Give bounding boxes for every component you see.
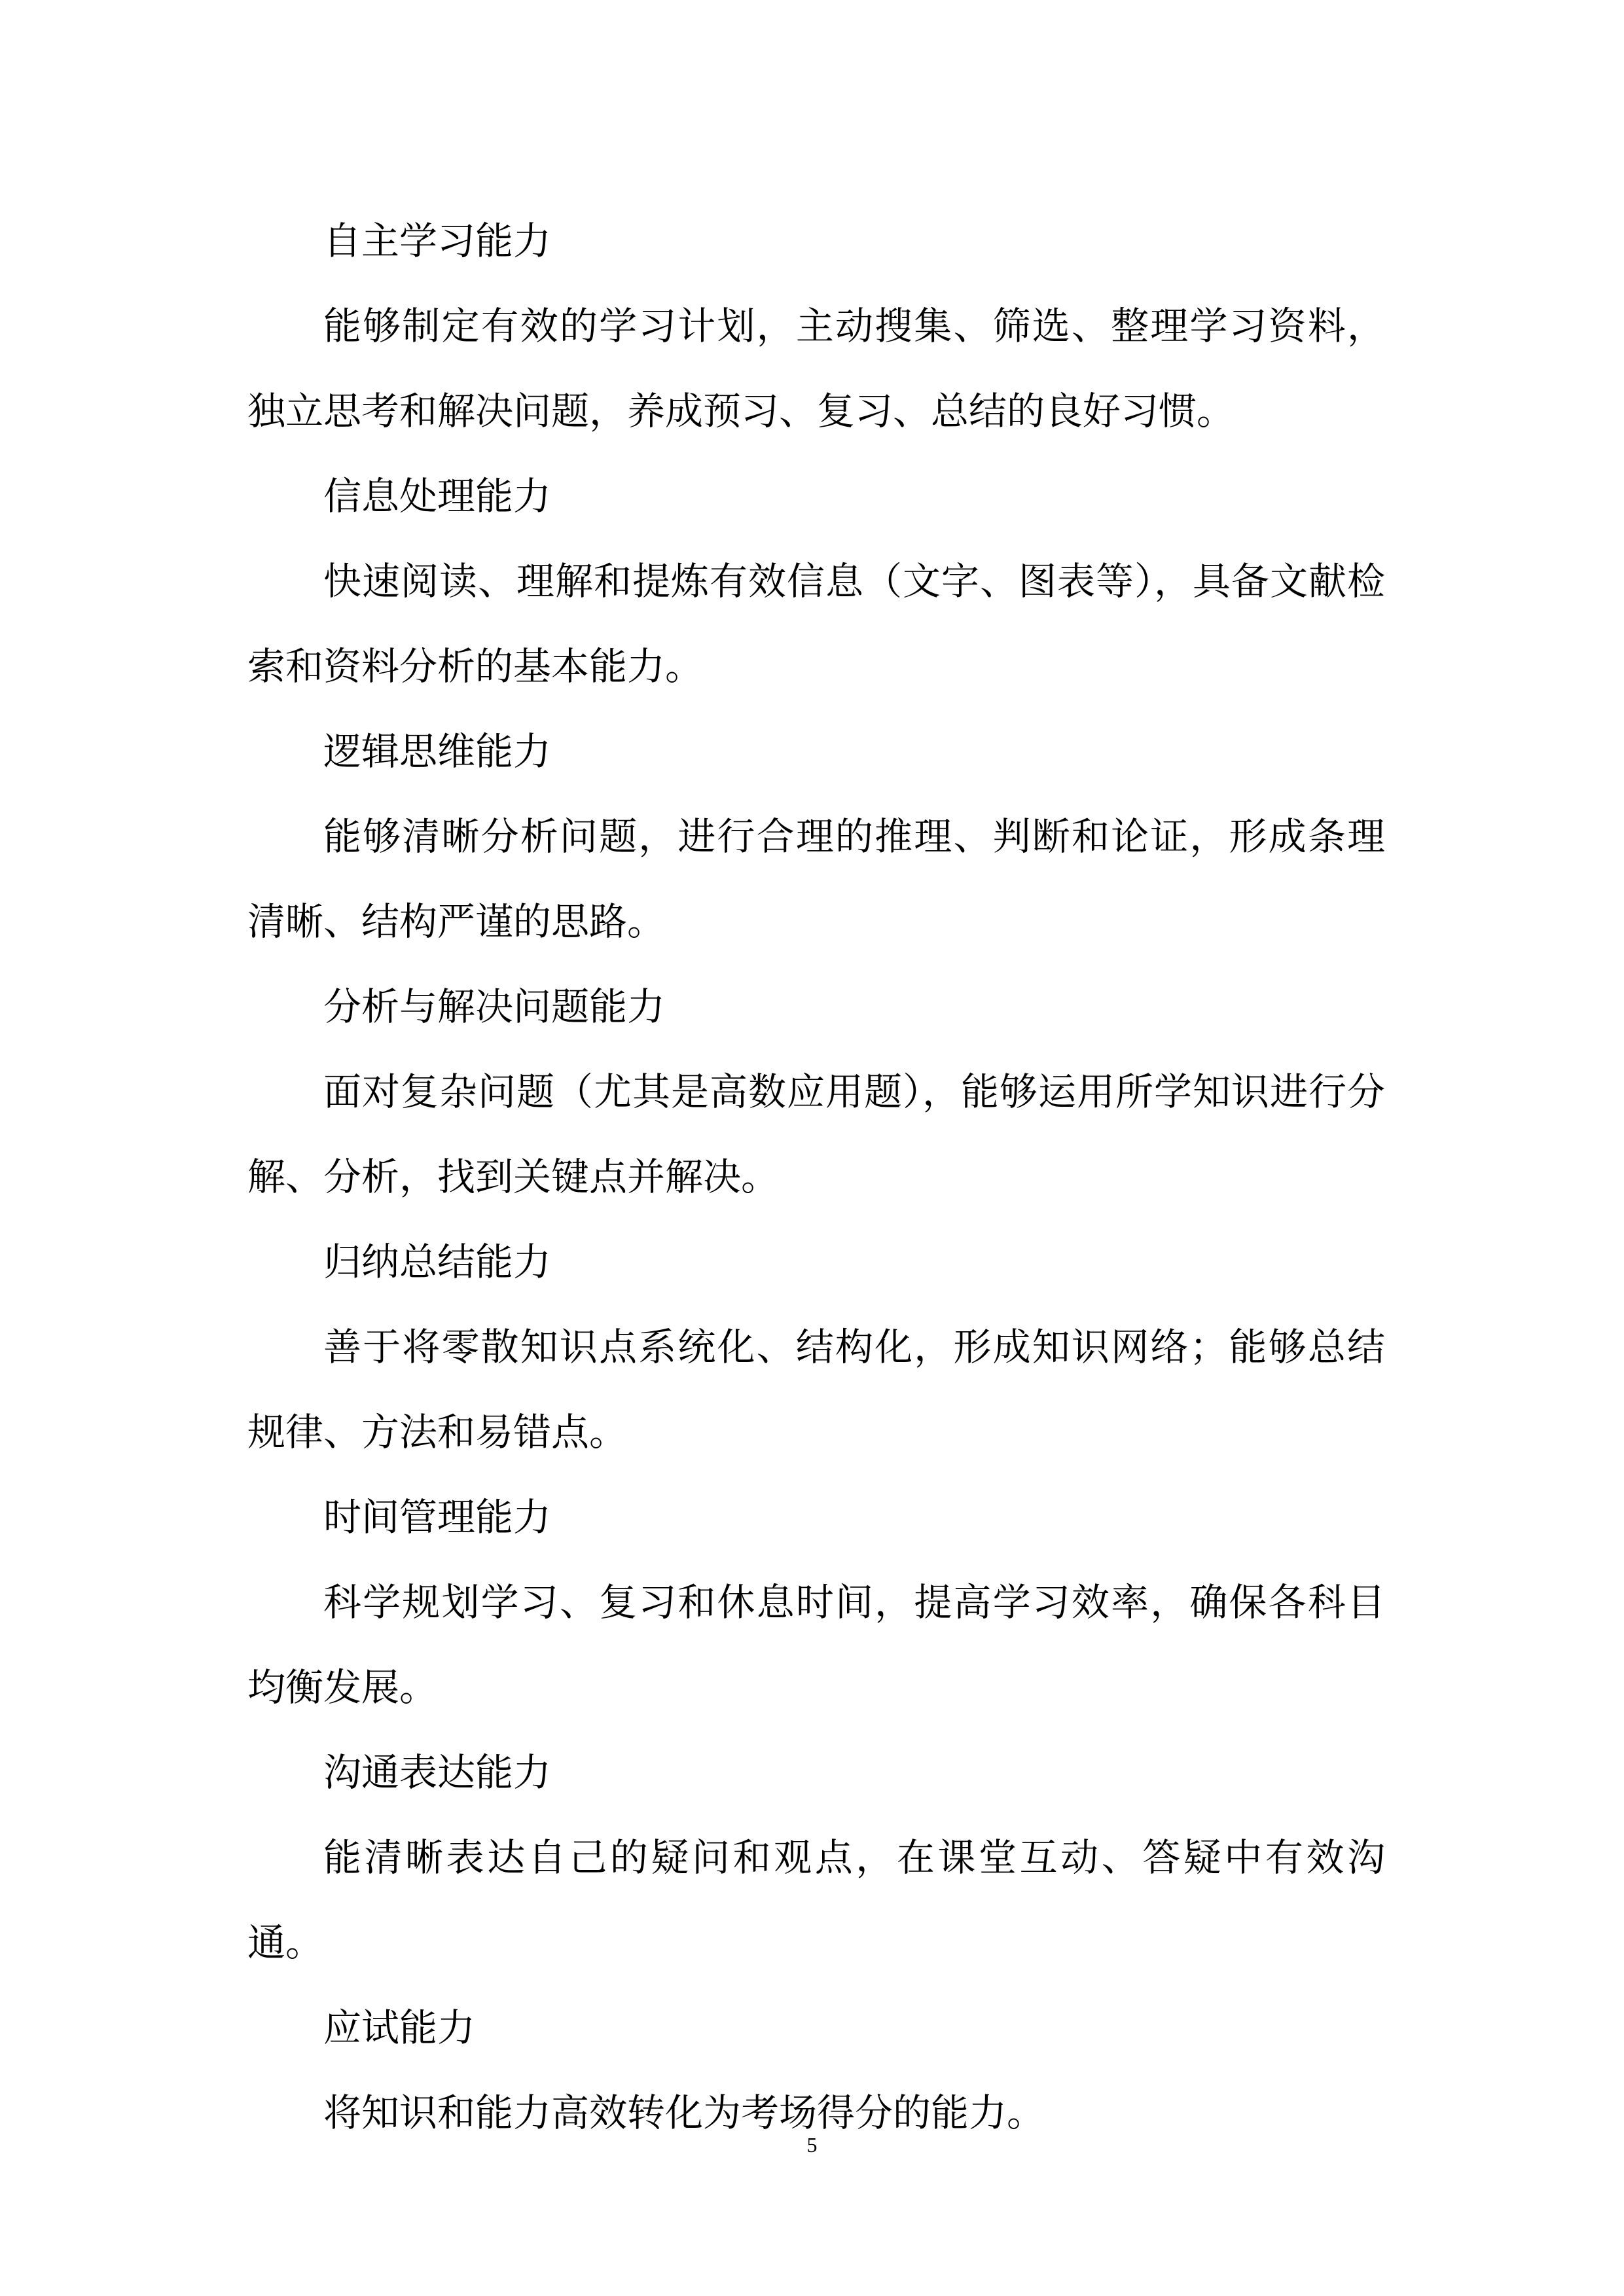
section-body-logical-thinking: 能够清晰分析问题，进行合理的推理、判断和论证，形成条理清晰、结构严谨的思路。 [247,814,1385,944]
section-heading-time-management: 时间管理能力 [323,1495,552,1539]
document-body [247,198,1385,2155]
section-body-summarizing: 善于将零散知识点系统化、结构化，形成知识网络；能够总结规律、方法和易错点。 [247,1325,1385,1454]
section-body-information-processing: 快速阅读、理解和提炼有效信息（文字、图表等），具备文献检索和资料分析的基本能力。 [247,559,1385,689]
section-heading-problem-solving: 分析与解决问题能力 [323,984,666,1029]
section-heading-communication: 沟通表达能力 [323,1750,552,1795]
section-body-time-management: 科学规划学习、复习和休息时间，提高学习效率，确保各科目均衡发展。 [247,1580,1385,1710]
section-body-exam-skills: 将知识和能力高效转化为考场得分的能力。 [323,2090,1045,2135]
page-number: 5 [806,2133,818,2157]
section-heading-autonomous-learning: 自主学习能力 [323,219,552,263]
section-heading-logical-thinking: 逻辑思维能力 [323,729,552,774]
section-heading-exam-skills: 应试能力 [323,2005,476,2050]
section-body-problem-solving: 面对复杂问题（尤其是高数应用题），能够运用所学知识进行分解、分析，找到关键点并解决。 [247,1069,1385,1199]
section-body-communication: 能清晰表达自己的疑问和观点，在课堂互动、答疑中有效沟通。 [247,1835,1385,1965]
section-body-autonomous-learning: 能够制定有效的学习计划，主动搜集、筛选、整理学习资料，独立思考和解决问题，养成预习、复习、总结的良好习惯。 [247,304,1385,433]
section-heading-summarizing: 归纳总结能力 [323,1240,552,1284]
section-heading-information-processing: 信息处理能力 [323,474,552,518]
